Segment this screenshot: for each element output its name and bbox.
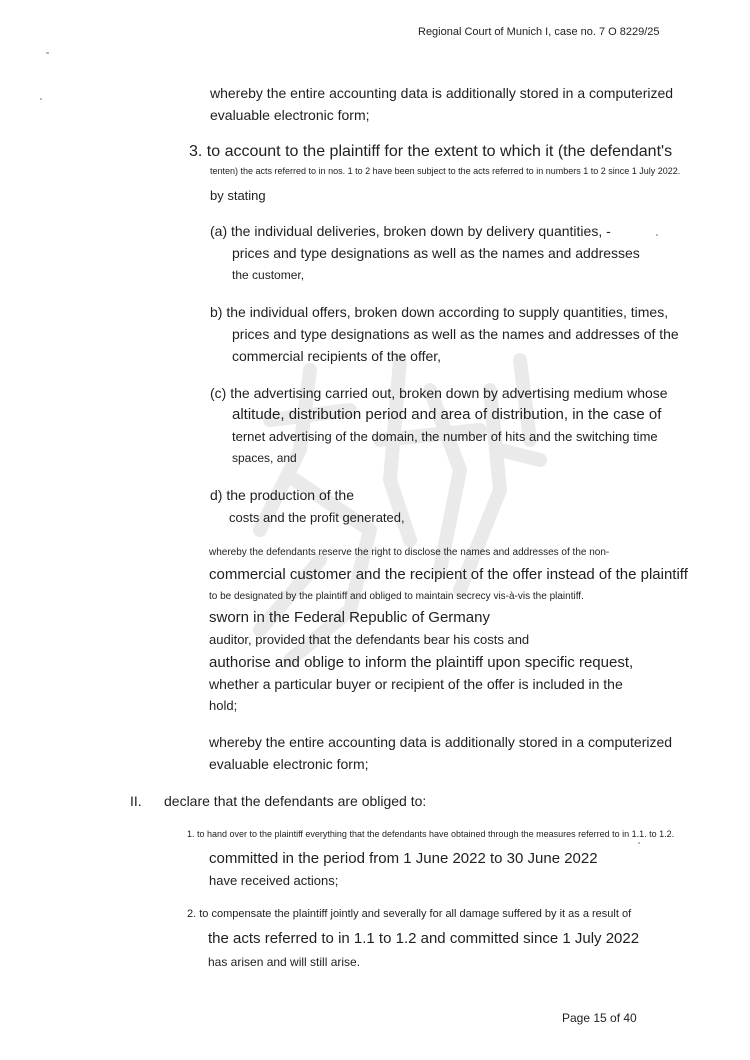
page-number: Page 15 of 40: [562, 1011, 637, 1025]
body-line: whereby the entire accounting data is additionally stored in a computerized: [210, 85, 674, 101]
body-line: spaces, and: [232, 451, 297, 465]
body-line: ternet advertising of the domain, the number of hits and the switching time: [232, 429, 658, 444]
body-line: sworn in the Federal Republic of Germany: [209, 609, 490, 626]
body-line: the acts referred to in 1.1 to 1.2 and committed since 1 July 2022: [208, 930, 640, 947]
body-line: (a) the individual deliveries, broken down by delivery quantities, -: [210, 223, 611, 239]
body-line: have received actions;: [209, 873, 339, 888]
body-line: auditor, provided that the defendants bear his costs and: [209, 632, 530, 647]
body-line: the customer,: [232, 268, 305, 282]
body-line: prices and type designations as well as the names and addresses of the: [232, 326, 679, 342]
body-line: d) the production of the: [210, 487, 354, 503]
body-line: altitude, distribution period and area of distribution, in the case of: [232, 406, 662, 423]
body-line: (c) the advertising carried out, broken down by advertising medium whose: [210, 385, 668, 401]
section-heading: declare that the defendants are obliged to:: [164, 793, 427, 809]
body-line: evaluable electronic form;: [209, 756, 369, 772]
body-line: costs and the profit generated,: [229, 510, 405, 525]
body-line: to be designated by the plaintiff and obliged to maintain secrecy vis-à-vis the plaintiff.: [209, 591, 584, 602]
body-line: 2. to compensate the plaintiff jointly and severally for all damage suffered by it as a result of: [187, 908, 632, 920]
body-line: 3. to account to the plaintiff for the extent to which it (the defendant's: [189, 143, 673, 160]
header-case-ref: Regional Court of Munich I, case no. 7 O 8229/25: [418, 26, 660, 38]
scan-speck: [40, 98, 42, 100]
body-line: evaluable electronic form;: [210, 107, 370, 123]
body-line: hold;: [209, 698, 238, 713]
body-line: 1. to hand over to the plaintiff everything that the defendants have obtained through the measures referred to in 1.1. to 1.2.: [187, 829, 675, 839]
section-number: II.: [130, 793, 142, 809]
scan-speck: [656, 234, 658, 236]
body-line: has arisen and will still arise.: [208, 955, 361, 969]
body-line: by stating: [210, 188, 266, 203]
scan-speck: [638, 842, 640, 844]
body-line: whereby the defendants reserve the right to disclose the names and addresses of the non-: [209, 547, 610, 558]
body-line: prices and type designations as well as the names and addresses: [232, 245, 640, 261]
body-line: tenten) the acts referred to in nos. 1 to 2 have been subject to the acts referred to in numbers 1 to 2 since 1 July 2022.: [210, 166, 681, 176]
body-line: commercial recipients of the offer,: [232, 348, 442, 364]
body-line: whether a particular buyer or recipient of the offer is included in the: [209, 676, 623, 692]
body-line: b) the individual offers, broken down according to supply quantities, times,: [210, 304, 669, 320]
scan-speck: [46, 52, 49, 54]
body-line: commercial customer and the recipient of the offer instead of the plaintiff: [209, 566, 688, 583]
body-line: authorise and oblige to inform the plaintiff upon specific request,: [209, 654, 634, 671]
body-line: committed in the period from 1 June 2022 to 30 June 2022: [209, 850, 598, 867]
body-line: whereby the entire accounting data is additionally stored in a computerized: [209, 734, 673, 750]
